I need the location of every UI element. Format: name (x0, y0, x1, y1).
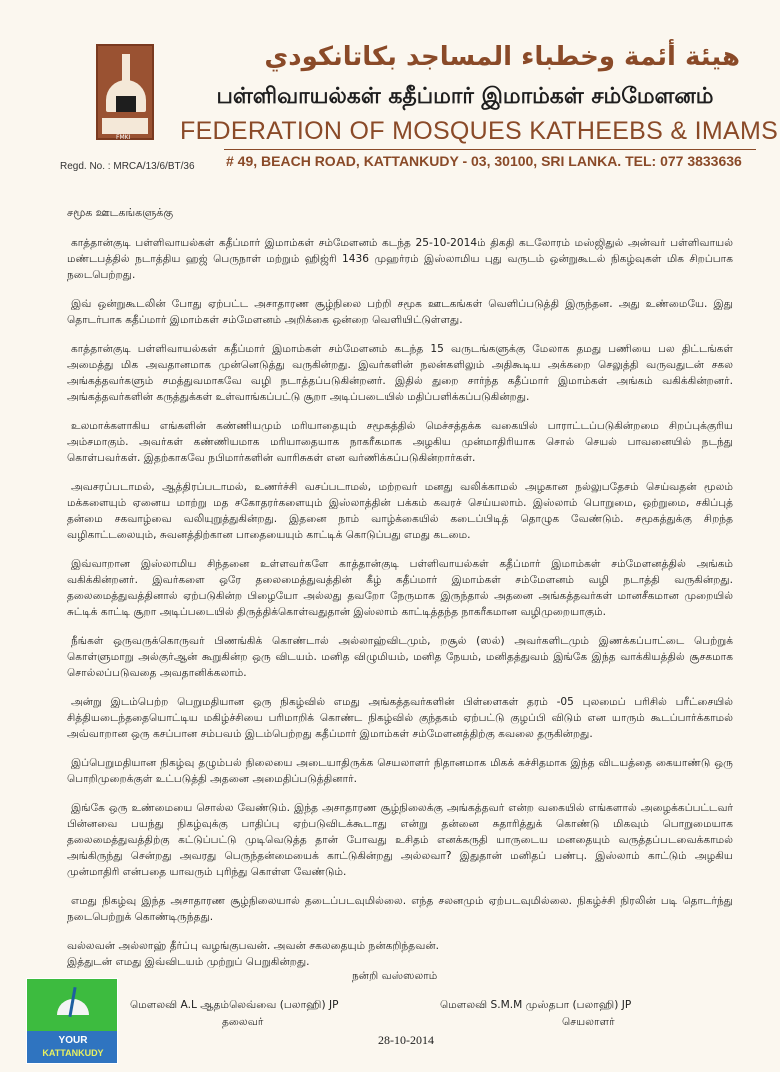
letterhead (0, 0, 780, 175)
secretary-name: மௌலவி S.M.M முஸ்தபா (பலாஹி) JP (440, 999, 632, 1011)
tamil-title: பள்ளிவாயல்கள் கதீப்மார் இமாம்கள் சம்மேளனம் (216, 84, 714, 109)
closing-line-2: இத்துடன் எமது இவ்விடயம் முற்றுப் பெறுகின்றது. (67, 956, 310, 968)
signature-secretary (440, 997, 631, 1031)
arabic-title: هيئة أئمة وخطباء المساجد بكاتانكودي (264, 42, 740, 72)
paragraph-6: இவ்வாறான இஸ்லாமிய சிந்தனை உள்ளவர்களே காத்தான்குடி பள்ளிவாயல்கள் கதீப்மார் இமாம்கள் சம்மேளனத்தில் அங்கம் வகிக்கின்றனர். இவர்களை ஒரே தலைமைத்துவத்தின் கீழ் கதீப்மார் இமாம்கள் சம்மேளனம் வழி நடாத்தி வருகின்றது. தலைமைத்துவத்தினால் ஏற்படுகின்ற பிழையோ அல்லது தவறோ நேருமாக இருந்தால் அதனை அங்கத்தவர்கள் மானசீகமான முறையில் சுட்டிக் காட்டி சூறா அடிப்படையில் திருத்திக்கொள்வதுதான் இஸ்லாம் காட்டித்தந்த நாகரீகமான வழிமுறையாகும். (67, 558, 733, 618)
paragraph-11: எமது நிகழ்வு இந்த அசாதாரண சூழ்நிலையால் தடைப்படவுமில்லை. எந்த சலனமும் ஏற்படவுமில்லை. நிகழ்ச்சி நிரலின் படி தொடர்ந்து நடைபெற்றுக் கொண்டிருந்தது. (67, 895, 733, 923)
paragraph-7: நீங்கள் ஒருவருக்கொருவர் பிணங்கிக் கொண்டால் அல்லாஹ்விடமும், றசூல் (ஸல்) அவர்களிடமும் இணக்கப்பாட்டை பெற்றுக் கொள்ளுமாறு அல்குர்ஆன் கூறுகின்ற ஒரு விடயம். மனித விழுமியம், மனித நேயம், மனிதத்துவம் இங்கே இந்த வாக்கியத்தில் சூசகமாக சொல்லப்படுவதை அவதானிக்கலாம். (67, 635, 733, 679)
paragraph-1: காத்தான்குடி பள்ளிவாயல்கள் கதீப்மார் இமாம்கள் சம்மேளனம் கடந்த 25-10-2014ம் திகதி கடலோரம் மஸ்ஜிதுல் அன்வர் பள்ளிவாயல் மண்டபத்தில் நடாத்திய ஹஜ் பெருநாள் மற்றும் ஹிஜ்ரி 1436 முஹர்ரம் இஸ்லாமிய புது வருடம் ஒன்றுகூடல் நிகழ்வுகள் மிக சிறப்பாக நடைபெற்றது. (67, 237, 733, 281)
salutation: சமூக ஊடகங்களுக்கு (67, 206, 174, 219)
address-line: # 49, BEACH ROAD, KATTANKUDY - 03, 30100, SRI LANKA. TEL: 077 3833636 (226, 153, 742, 169)
paragraph-9: இப்பெறுமதியான நிகழ்வு தழும்பல் நிலையை அடையாதிருக்க செயலாளர் நிதானமாக மிகக் கச்சிதமாக இந்த விடயத்தை கையாண்டு ஒரு பொறிமுறைக்குள் உட்படுத்தி அதனை அமைதிப்படுத்தினார். (67, 757, 733, 785)
emblem-label: FMKI (116, 134, 131, 141)
letter-body (67, 206, 733, 970)
federation-emblem-icon (96, 44, 154, 140)
paragraph-10: இங்கே ஒரு உண்மையை சொல்ல வேண்டும். இந்த அசாதாரண சூழ்நிலைக்கு அங்கத்தவர் என்ற வகையில் எங்களால் அழைக்கப்பட்டவர் பின்னவை பயந்து நிகழ்வுக்கு பாதிப்பு ஏற்படுவிடக்கூடாது என்று தன்னை சுதாரித்துக் கொண்டு மிகவும் பொறுமையாக தலைமைத்துவத்திற்கு கட்டுப்பட்டு முடிவெடுத்த தான் போவது உசிதம் எனக்கருதி யாருடைய மனதையும் வருத்தப்படவைக்காமல் அங்கிருந்து சென்றது அவரது பெருந்தன்மையைக் காட்டுகின்றது அல்லவா? இதுதான் மனிதப் பண்பு. இஸ்லாம் காட்டும் அழகிய முன்மாதிரி என்பதை யாவரும் புரிந்து கொள்ள வேண்டும். (67, 802, 733, 878)
english-title: FEDERATION OF MOSQUES KATHEEBS & IMAMS (180, 117, 779, 145)
logo-text-line2: KATTANKUDY (42, 1048, 104, 1058)
president-name: மௌலவி A.L ஆதம்லெவ்வை (பலாஹி) JP (130, 999, 339, 1011)
secretary-role: செயலாளர் (562, 1016, 615, 1028)
president-role: தலைவர் (222, 1016, 264, 1028)
registration-number: Regd. No. : MRCA/13/6/BT/36 (60, 161, 195, 172)
your-kattankudy-logo (26, 978, 118, 1064)
logo-text-line1: YOUR (58, 1035, 88, 1046)
paragraph-2: இவ் ஒன்றுகூடலின் போது ஏற்பட்ட அசாதாரண சூழ்நிலை பற்றி சமூக ஊடகங்கள் வெளிப்படுத்தி இருந்தன. அது உண்மையே. இது தொடர்பாக கதீப்மார் இமாம்கள் சம்மேளனம் அறிக்கை ஒன்றை வெளியிட்டுள்ளது. (67, 298, 733, 326)
paragraph-3: காத்தான்குடி பள்ளிவாயல்கள் கதீப்மார் இமாம்கள் சம்மேளனம் கடந்த 15 வருடங்களுக்கு மேலாக தமது பணியை பல திட்டங்கள் அமைத்து மிக அவதானமாக முன்னெடுத்து வருகின்றது. இவர்களின் நலன்களிலும் அதிகூடிய அக்கறை செலுத்தி வருவதுடன் சகல அங்கத்தவர்களும் சமத்துவமாகவே வழி நடாத்தப்படுகின்றனர். இதில் துறை சார்ந்த கதீப்மார் இமாம்கள் அங்கம் வகிக்கின்றனர். அங்கத்தவர்களின் கருத்துக்கள் உள்வாங்கப்பட்டு சூறா அடிப்படையில் மதிப்பளிக்கப்படுகின்றது. (67, 343, 733, 403)
paragraph-5: அவசரப்படாமல், ஆத்திரப்படாமல், உணர்ச்சி வசப்படாமல், மற்றவர் மனது வலிக்காமல் அழகான நல்லுபதேசம் செய்வதன் மூலம் மக்களையும் ஏனைய மாற்று மத சகோதரர்களையும் இஸ்லாத்தின் பக்கம் கவரச் செய்யலாம். இஸ்லாம் பொறுமை, ஒற்றுமை, சகிப்புத் தன்மை சகவாழ்வை வலியுறுத்துகின்றது. இதனை நாம் வாழ்க்கையில் கடைப்பிடித் தொழுக வேண்டும். சமூகத்துக்கு சிறந்த வழிகாட்டலையும், சுவனத்திற்கான பாதையையும் காட்டிக் கொடுப்பது எமது கடமை. (67, 481, 733, 541)
closing-block (67, 938, 733, 970)
signature-president (130, 997, 339, 1031)
paragraph-8: அன்று இடம்பெற்ற பெறுமதியான ஒரு நிகழ்வில் எமது அங்கத்தவர்களின் பிள்ளைகள் தரம் -05 புலமைப் பரிசில் பரீட்சையில் சித்தியடைந்ததையொட்டிய மகிழ்ச்சியை பரிமாறிக் கொண்ட நிகழ்வில் குந்தகம் ஏற்பட்டு குழப்பி விடும் என யாரும் கூடப்பார்க்காமல் அவ்வாறான ஒரு கசப்பான சம்பவம் இடம்பெற்றது கதீப்மார் இமாம்கள் சம்மேளனத்திற்கு கவலை தருகின்றது. (67, 696, 733, 740)
paragraph-4: உலமாக்களாகிய எங்களின் கண்ணியமும் மரியாதையும் சமூகத்தில் மெச்சத்தக்க வகையில் பாராட்டப்படுகின்றமை சிறப்புக்குரிய அம்சமாகும். அவர்கள் கண்ணியமாக மரியாதையாக நாகரீகமாக அழகிய முன்மாதிரியாக சொல் செயல் பாவனையில் நடந்து கொள்பவர்கள். இதற்காகவே நபிமார்களின் வாரிசுகள் என வர்ணிக்கப்படுகின்றார்கள். (67, 420, 733, 464)
thanks-line: நன்றி வஸ்ஸலாம் (352, 970, 438, 982)
header-divider (224, 149, 756, 150)
letter-date: 28-10-2014 (378, 1033, 434, 1047)
closing-line-1: வல்லவன் அல்லாஹ் தீர்ப்பு வழங்குபவன். அவன் சகலதையும் நன்கறிந்தவன். (67, 940, 439, 952)
